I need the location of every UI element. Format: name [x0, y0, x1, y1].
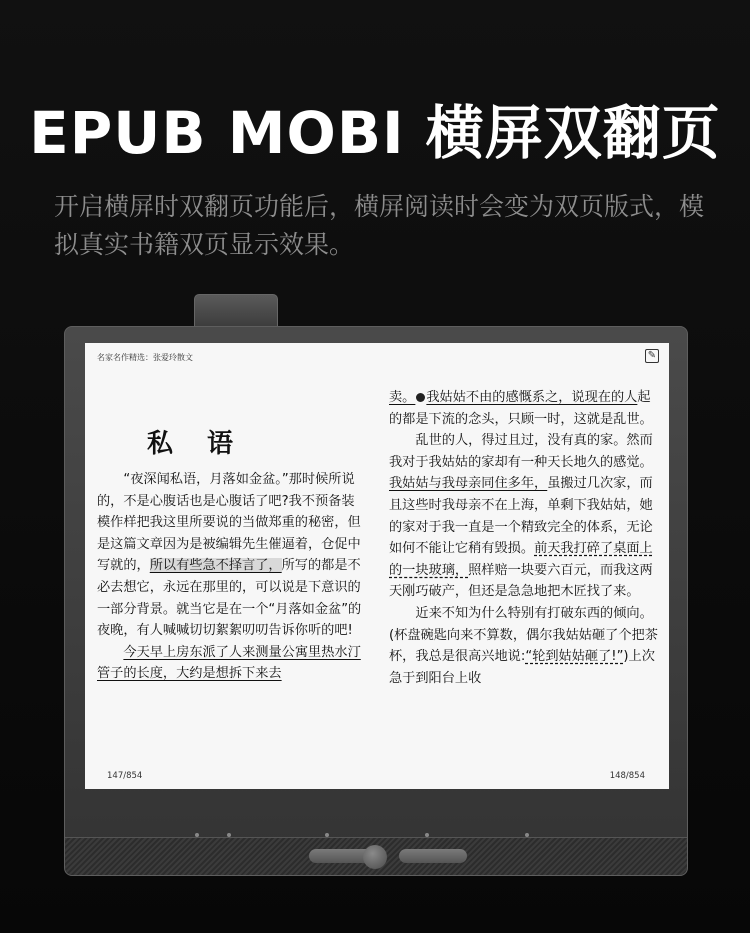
device-clip — [194, 294, 278, 330]
text-span: 近来不知为什么特别有打破东西的倾向。(杯盘碗匙向来不算数，偶尔我姑姑砸了个把茶杯，我总是很高兴地说: — [389, 605, 658, 665]
right-page[interactable] — [389, 343, 659, 789]
underlined-text[interactable]: 我姑姑与我母亲同住多年， — [389, 476, 548, 492]
text-span: 所写的都是不必去想它，永远在那里的，可以说是下意识的一部分背景。就当它是在一个“月落如金盆”的夜晚，有人喊喊切切絮絮叨叨告诉你听的吧! — [97, 558, 362, 639]
paragraph — [389, 603, 659, 689]
text-span: 虽搬过几次家，而且这些时我母亲不在上海，单剩下我姑姑，她的家对于我一直是一个精致完全的体系，无论如何不能让它稍有毁损。 — [389, 476, 653, 557]
subtitle: 开启横屏时双翻页功能后，横屏阅读时会变为双页版式，模拟真实书籍双页显示效果。 — [54, 192, 705, 259]
highlighted-text[interactable]: 所以有些急不择言了， — [149, 558, 282, 574]
selection-cursor-icon[interactable] — [416, 393, 425, 402]
text-span: 照样赔一块要六百元，而我这两天刚巧破产，但还是急急地把木匠找了来。 — [389, 562, 653, 600]
right-page-text — [389, 387, 659, 689]
pen-edit-icon[interactable]: ✎ — [645, 349, 659, 363]
text-span: 起的都是下流的念头，只顾一时，这就是乱世。 — [389, 390, 653, 427]
chapter-title: 私语 — [146, 429, 267, 459]
underlined-text[interactable]: 卖。 — [389, 390, 416, 405]
dashed-underlined-text[interactable]: 前天我打碎了桌面上的一块玻璃， — [389, 541, 653, 578]
paragraph — [389, 430, 659, 603]
home-button[interactable] — [363, 845, 387, 869]
left-page[interactable] — [97, 343, 365, 789]
page-number-right: 148/854 — [609, 771, 645, 781]
ereader-device — [64, 326, 688, 876]
ereader-screen[interactable] — [85, 343, 669, 789]
text-span: “夜深闻私语，月落如金盆。”那时候所说的，不是心腹话也是心腹话了吧?我不预备装模作样把我这里所要说的当做郑重的秘密，但是这篇文章因为是被编辑先生催逼着，仓促中写就的， — [97, 472, 361, 574]
left-page-text — [97, 469, 365, 685]
page-number-left: 147/854 — [107, 771, 143, 781]
underlined-text[interactable]: 我姑姑不由的感慨系之，说现在的人 — [426, 390, 638, 405]
book-header: 名家名作精选：张爱玲散文 — [97, 353, 193, 362]
dashed-underlined-text[interactable]: “轮到姑姑砸了!” — [525, 649, 624, 665]
text-span: )上次急于到阳台上收 — [389, 649, 655, 686]
page-forward-button[interactable] — [399, 849, 467, 863]
paragraph — [389, 387, 659, 430]
underlined-paragraph[interactable]: 今天早上房东派了人来测量公寓里热水汀管子的长度，大约是想拆下来去 — [97, 644, 361, 682]
paragraph — [97, 469, 365, 642]
text-span: 乱世的人，得过且过，没有真的家。然而我对于我姑姑的家却有一种天长地久的感觉。 — [389, 433, 653, 470]
headline: EPUB MOBI 横屏双翻页 — [29, 99, 721, 167]
